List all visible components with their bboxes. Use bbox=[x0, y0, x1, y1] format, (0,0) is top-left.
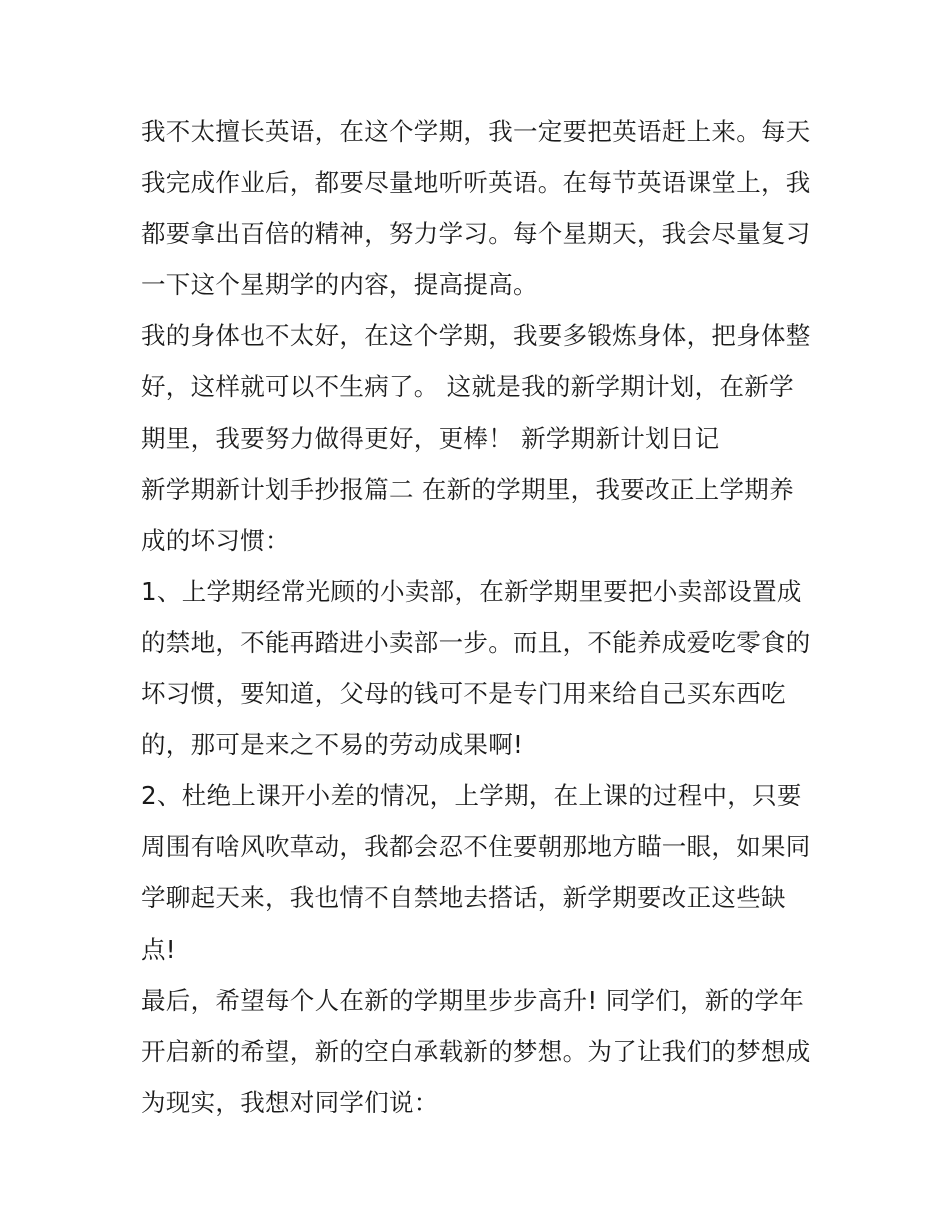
text-line: 好，这样就可以不生病了。 这就是我的新学期计划，在新学 bbox=[141, 372, 794, 402]
text-line: 2、杜绝上课开小差的情况，上学期，在上课的过程中，只要 bbox=[141, 781, 802, 811]
text-line: 周围有啥风吹草动，我都会忍不住要朝那地方瞄一眼，如果同 bbox=[141, 832, 811, 862]
text-line: 开启新的希望，新的空白承载新的梦想。为了让我们的梦想成 bbox=[141, 1036, 811, 1066]
text-line: 成的坏习惯： bbox=[141, 525, 290, 555]
text-line: 都要拿出百倍的精神，努力学习。每个星期天，我会尽量复习 bbox=[141, 219, 811, 249]
text-line: 新学期新计划手抄报篇二 在新的学期里，我要改正上学期养 bbox=[141, 474, 794, 504]
text-line: 学聊起天来，我也情不自禁地去搭话，新学期要改正这些缺 bbox=[141, 883, 786, 913]
text-line: 坏习惯，要知道，父母的钱可不是专门用来给自己买东西吃 bbox=[141, 679, 786, 709]
text-line: 最后，希望每个人在新的学期里步步高升! 同学们，新的学年 bbox=[141, 985, 805, 1015]
text-line: 为现实，我想对同学们说： bbox=[141, 1087, 439, 1117]
text-line: 期里，我要努力做得更好，更棒！ 新学期新计划日记 bbox=[141, 423, 720, 453]
text-line: 点! bbox=[141, 934, 176, 964]
text-line: 我不太擅长英语，在这个学期，我一定要把英语赶上来。每天 bbox=[141, 117, 811, 146]
text-line: 一下这个星期学的内容，提高提高。 bbox=[141, 270, 538, 300]
document-body bbox=[141, 106, 831, 1128]
text-line: 我的身体也不太好，在这个学期，我要多锻炼身体，把身体整 bbox=[141, 321, 811, 351]
text-line: 的，那可是来之不易的劳动成果啊! bbox=[141, 730, 524, 760]
text-line: 我完成作业后，都要尽量地听听英语。在每节英语课堂上，我 bbox=[141, 168, 811, 198]
text-line: 1、上学期经常光顾的小卖部，在新学期里要把小卖部设置成 bbox=[141, 576, 802, 606]
text-line: 的禁地，不能再踏进小卖部一步。而且，不能养成爱吃零食的 bbox=[141, 627, 811, 657]
